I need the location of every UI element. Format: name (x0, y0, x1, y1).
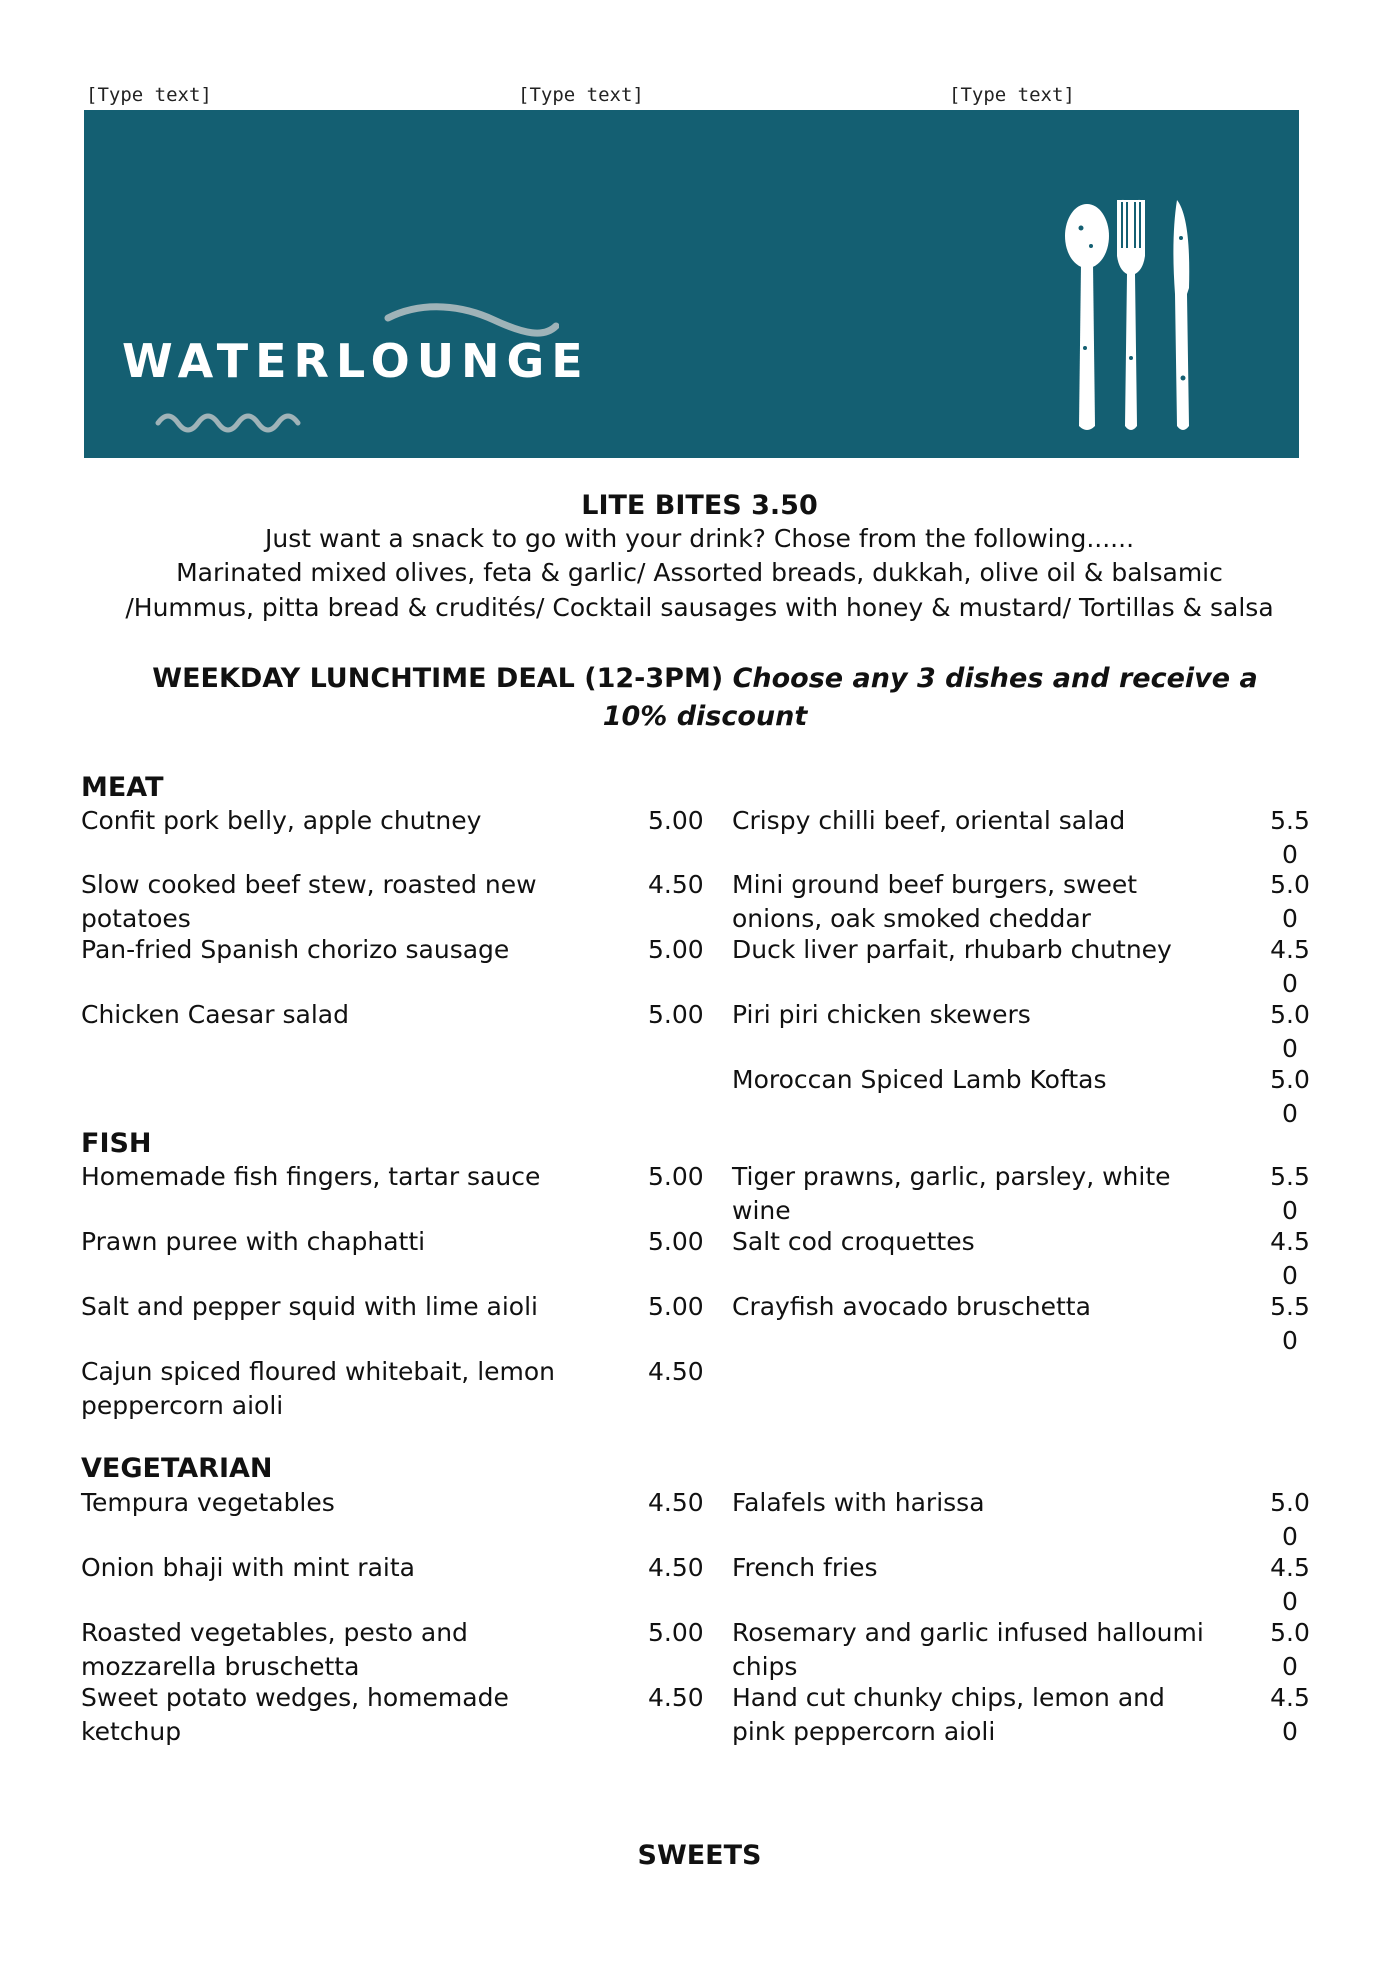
menu-item-name: Piri piri chicken skewers (732, 1000, 1031, 1029)
menu-item-price: 4.50 (1270, 1683, 1310, 1746)
menu-item-name: Homemade fish fingers, tartar sauce (81, 1162, 541, 1191)
menu-item-price: 4.50 (648, 1683, 704, 1712)
menu-item-price: 5.00 (648, 1162, 704, 1191)
menu-item-name: Mini ground beef burgers, sweet onions, oak smoked cheddar (732, 870, 1138, 933)
menu-item-price: 5.00 (648, 1227, 704, 1256)
lunch-deal-title: WEEKDAY LUNCHTIME DEAL (12-3PM) (152, 663, 724, 694)
lite-bites-intro: Just want a snack to go with your drink? Chose from the following...... (264, 524, 1135, 553)
lunch-deal (120, 660, 1290, 736)
menu-item-name: Crayfish avocado bruschetta (732, 1292, 1091, 1321)
menu-item-name: Duck liver parfait, rhubarb chutney (732, 935, 1172, 964)
section-title-sweets: SWEETS (637, 1840, 762, 1871)
menu-item-name: Roasted vegetables, pesto and mozzarella bruschetta (81, 1618, 468, 1681)
menu-item-price: 4.50 (648, 870, 704, 899)
menu-item-name: Rosemary and garlic infused halloumi chips (732, 1618, 1204, 1681)
logo-text: WATERLOUNGE (122, 334, 590, 388)
menu-item-price: 5.00 (648, 1292, 704, 1321)
menu-item-name: Salt and pepper squid with lime aioli (81, 1292, 538, 1321)
header-placeholder-right: [Type text] (949, 84, 1075, 106)
menu-item-name: Sweet potato wedges, homemade ketchup (81, 1683, 509, 1746)
menu-item-name: Prawn puree with chaphatti (81, 1227, 426, 1256)
menu-item-price: 5.00 (1270, 1065, 1310, 1128)
menu-item-price: 5.00 (1270, 870, 1310, 933)
lunch-deal-offer: Choose any 3 dishes and receive a 10% discount (602, 663, 1258, 732)
menu-item-price: 5.00 (648, 935, 704, 964)
menu-item-name: Moroccan Spiced Lamb Koftas (732, 1065, 1107, 1094)
menu-item-price: 4.50 (648, 1488, 704, 1517)
logo-squiggle-icon (154, 405, 309, 435)
menu-item-price: 5.50 (1270, 1292, 1310, 1355)
menu-item-price: 5.00 (648, 806, 704, 835)
menu-item-name: Pan-fried Spanish chorizo sausage (81, 935, 510, 964)
lite-bites-title: LITE BITES 3.50 (581, 490, 818, 521)
header-placeholder-center: [Type text] (518, 84, 644, 106)
menu-item-name: Salt cod croquettes (732, 1227, 975, 1256)
menu-item-price: 5.00 (1270, 1488, 1310, 1551)
lite-bites-line-1: Marinated mixed olives, feta & garlic/ Assorted breads, dukkah, olive oil & balsamic (176, 558, 1223, 587)
menu-item-price: 5.00 (648, 1618, 704, 1647)
menu-item-price: 5.00 (648, 1000, 704, 1029)
header-placeholder-left: [Type text] (86, 84, 212, 106)
menu-item-name: Cajun spiced floured whitebait, lemon peppercorn aioli (81, 1357, 556, 1420)
menu-item-name: Chicken Caesar salad (81, 1000, 349, 1029)
section-title-meat: MEAT (81, 772, 164, 803)
menu-item-name: Onion bhaji with mint raita (81, 1553, 415, 1582)
menu-item-name: Slow cooked beef stew, roasted new potatoes (81, 870, 537, 933)
section-title-vegetarian: VEGETARIAN (81, 1453, 273, 1484)
menu-item-name: Tiger prawns, garlic, parsley, white wine (732, 1162, 1171, 1225)
menu-item-price: 4.50 (1270, 935, 1310, 998)
menu-item-name: Hand cut chunky chips, lemon and pink peppercorn aioli (732, 1683, 1165, 1746)
header-banner (84, 110, 1299, 458)
cutlery-icon (1059, 198, 1209, 438)
lite-bites-line-2: /Hummus, pitta bread & crudités/ Cocktail sausages with honey & mustard/ Tortillas & salsa (125, 593, 1274, 622)
section-title-fish: FISH (81, 1128, 152, 1159)
menu-item-price: 4.50 (648, 1553, 704, 1582)
menu-item-price: 4.50 (1270, 1553, 1310, 1616)
menu-item-price: 5.50 (1270, 806, 1310, 869)
menu-item-price: 4.50 (1270, 1227, 1310, 1290)
menu-item-price: 5.00 (1270, 1618, 1310, 1681)
menu-item-price: 5.00 (1270, 1000, 1310, 1063)
menu-item-name: Crispy chilli beef, oriental salad (732, 806, 1126, 835)
menu-item-price: 5.50 (1270, 1162, 1310, 1225)
menu-item-name: Tempura vegetables (81, 1488, 335, 1517)
menu-item-name: French fries (732, 1553, 878, 1582)
menu-item-name: Falafels with harissa (732, 1488, 985, 1517)
menu-item-price: 4.50 (648, 1357, 704, 1386)
menu-item-name: Confit pork belly, apple chutney (81, 806, 482, 835)
